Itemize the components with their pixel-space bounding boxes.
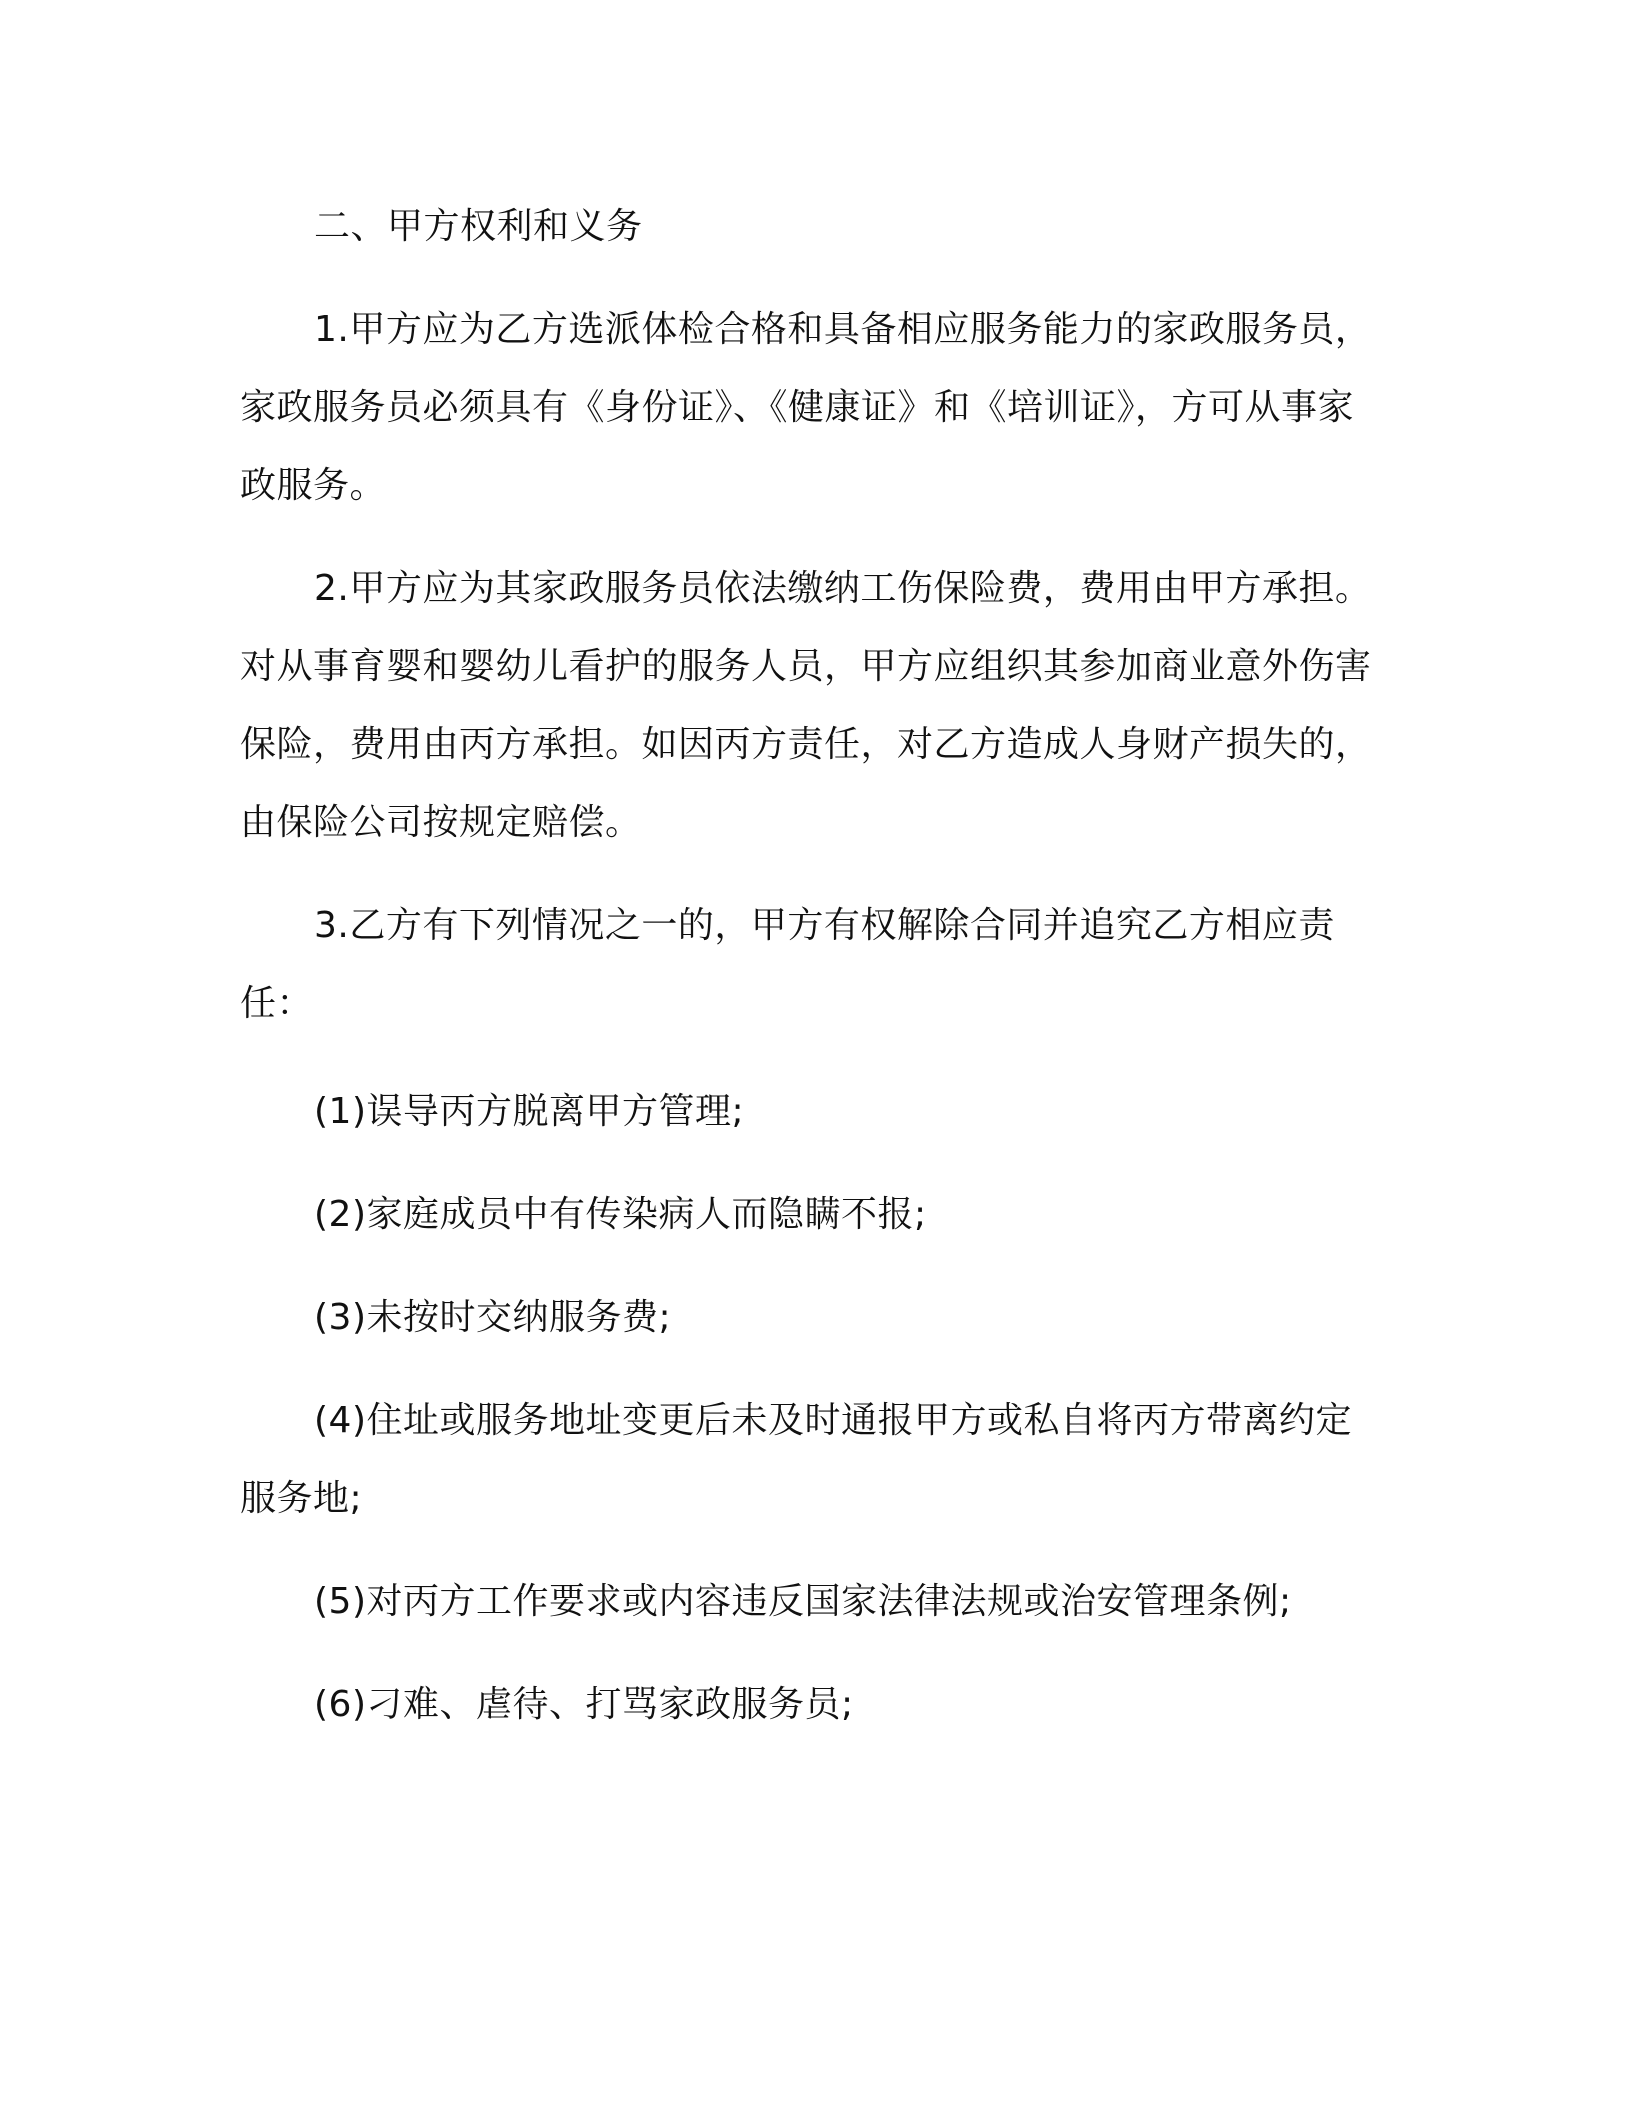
list-item-3: (3)未按时交纳服务费; [314,1297,672,1338]
paragraph-1: 1.甲方应为乙方选派体检合格和具备相应服务能力的家政服务员，家政服务员必须具有《身份证》、《健康证》和《培训证》，方可从事家政服务。 [240,309,1372,506]
section-heading: 二、甲方权利和义务 [314,206,643,247]
list-item-2: (2)家庭成员中有传染病人而隐瞒不报; [314,1194,927,1235]
list-item-6: (6)刁难、虐待、打骂家政服务员; [314,1684,854,1725]
list-item-1: (1)误导丙方脱离甲方管理; [314,1091,745,1132]
list-item-5: (5)对丙方工作要求或内容违反国家法律法规或治安管理条例; [314,1581,1292,1622]
document-content [240,188,1380,1769]
list-item-4: (4)住址或服务地址变更后未及时通报甲方或私自将丙方带离约定服务地; [240,1400,1352,1519]
paragraph-3: 3.乙方有下列情况之一的，甲方有权解除合同并追究乙方相应责任： [240,905,1335,1024]
paragraph-2: 2.甲方应为其家政服务员依法缴纳工伤保险费，费用由甲方承担。对从事育婴和婴幼儿看护的服务人员，甲方应组织其参加商业意外伤害保险，费用由丙方承担。如因丙方责任，对乙方造成人身财产损失的，由保险公司按规定赔偿。 [240,568,1372,843]
